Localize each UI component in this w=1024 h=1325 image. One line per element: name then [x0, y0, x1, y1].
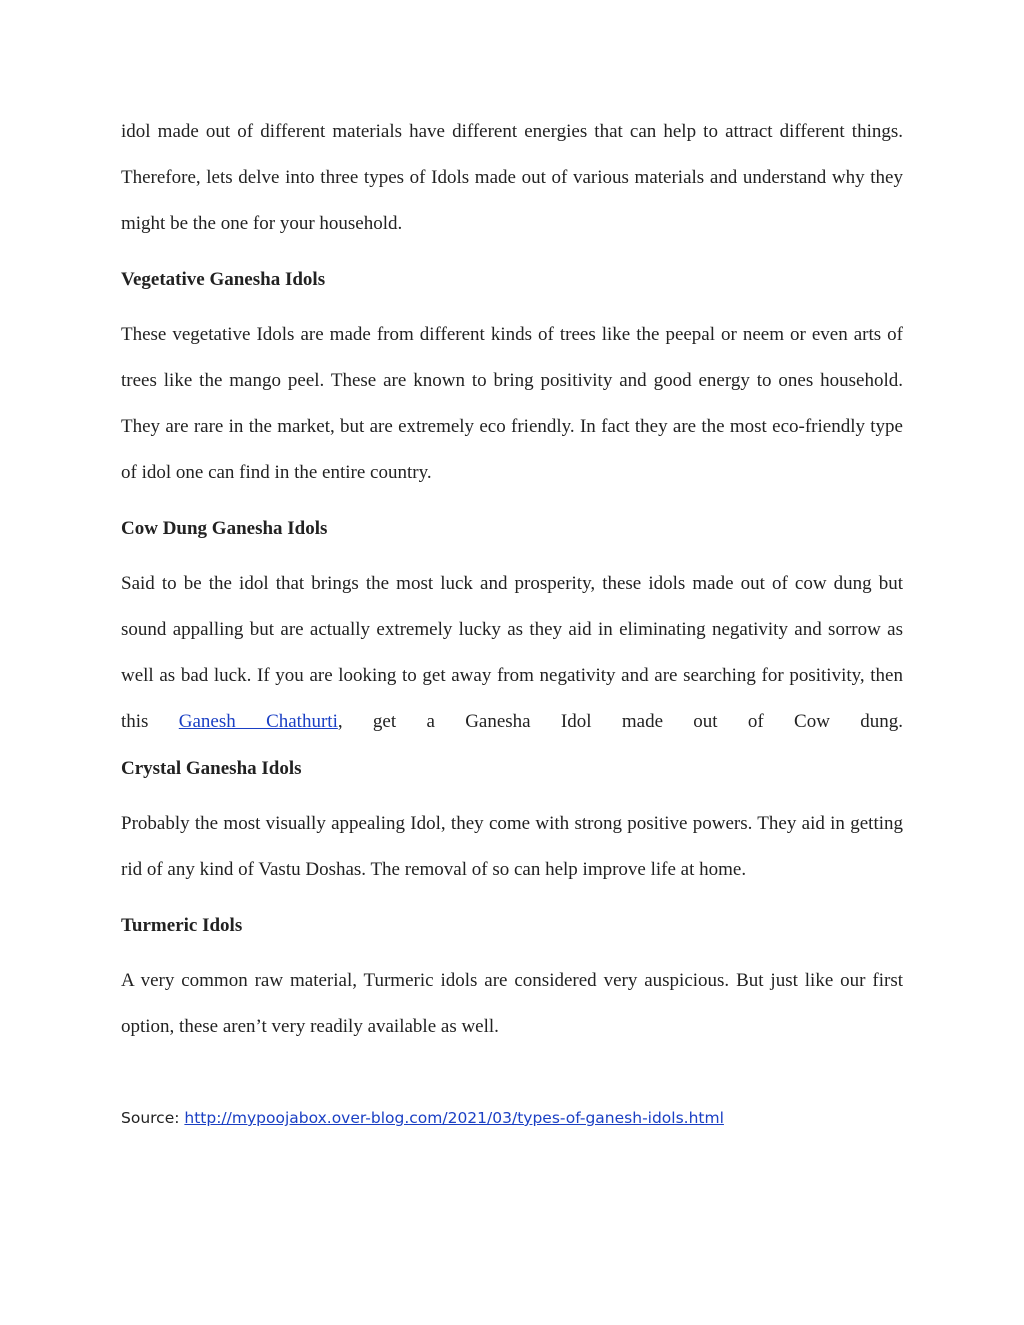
- paragraph-vegetative-idols: These vegetative Idols are made from different kinds of trees like the peepal or neem or even arts of trees like the mango peel. These are known to bring positivity and good energy to ones household. They are rare in the market, but are extremely eco friendly. In fact they are the most eco-friendly type of idol one can find in the entire country.: [121, 324, 903, 483]
- source-url-link[interactable]: http://mypoojabox.over-blog.com/2021/03/types-of-ganesh-idols.html: [184, 1109, 724, 1127]
- paragraph-crystal-idols: Probably the most visually appealing Idol, they come with strong positive powers. They aid in getting rid of any kind of Vastu Doshas. The removal of so can help improve life at home.: [121, 813, 903, 880]
- ganesh-chathurti-link[interactable]: Ganesh Chathurti: [178, 711, 338, 732]
- cow-dung-text-before-link: Said to be the idol that brings the most luck and prosperity, these idols made out of cow dung but sound appalling but are actually extremely lucky as they aid in eliminating negativity and sorrow as well as bad luck. If you are looking to get away from negativity and are searching for positivity, then this: [121, 573, 903, 732]
- heading-cow-dung-idols: Cow Dung Ganesha Idols: [121, 518, 328, 539]
- source-label: Source:: [121, 1109, 185, 1127]
- heading-turmeric-idols: Turmeric Idols: [121, 915, 243, 936]
- cow-dung-text-after-link: , get a Ganesha Idol made out of Cow dung.: [337, 711, 904, 732]
- paragraph-cow-dung-idols: [121, 561, 903, 745]
- heading-vegetative-idols: Vegetative Ganesha Idols: [121, 269, 326, 290]
- heading-crystal-idols: Crystal Ganesha Idols: [121, 758, 302, 779]
- paragraph-turmeric-idols: A very common raw material, Turmeric idols are considered very auspicious. But just like our first option, these aren’t very readily available as well.: [121, 970, 903, 1037]
- intro-paragraph: idol made out of different materials have different energies that can help to attract different things. Therefore, lets delve into three types of Idols made out of various materials and understand why they might be the one for your household.: [121, 121, 903, 234]
- source-line: [121, 1109, 724, 1127]
